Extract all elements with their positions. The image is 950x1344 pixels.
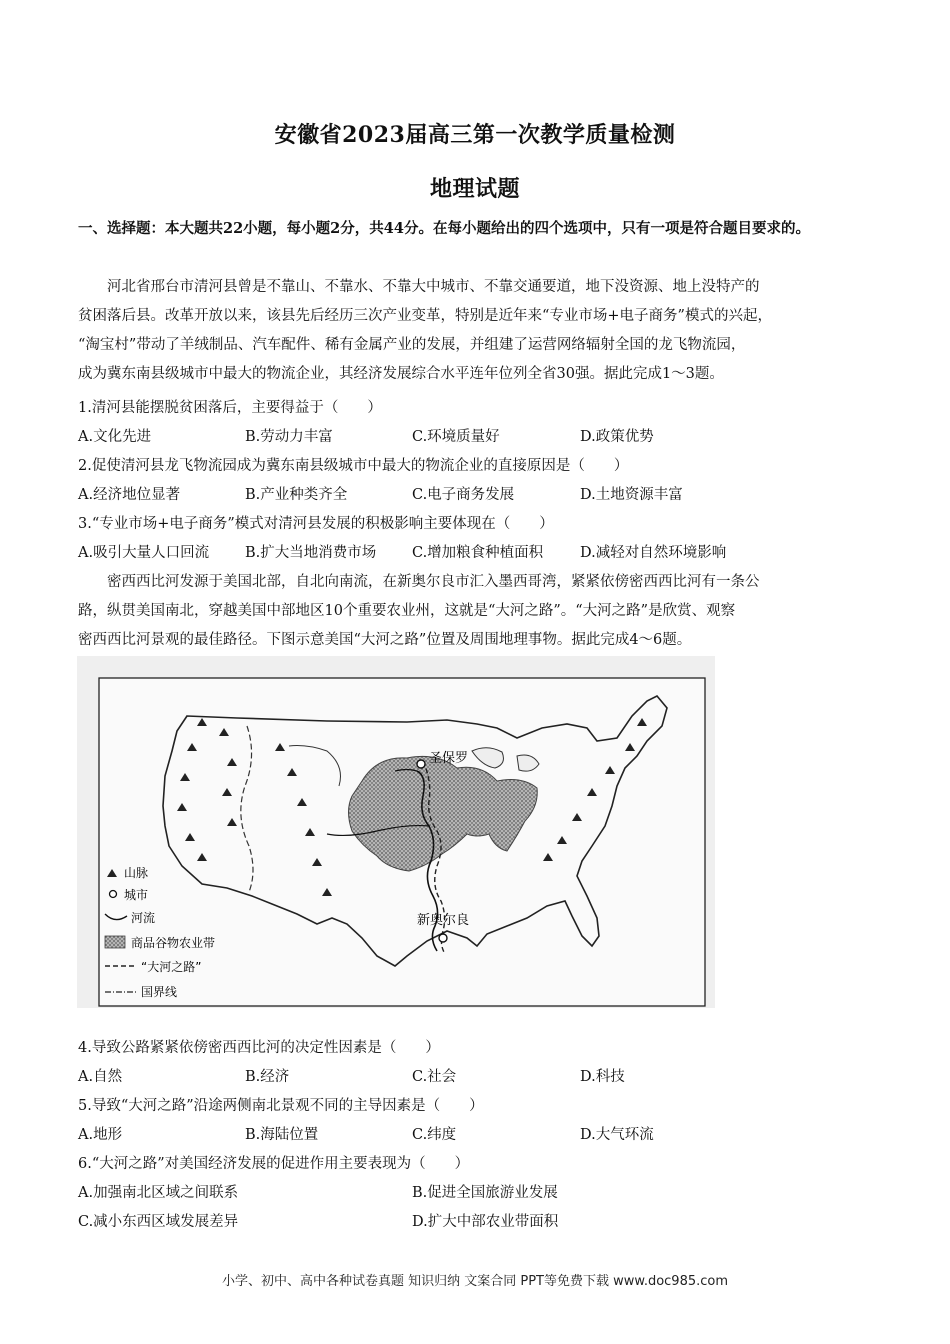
q6-option-d[interactable]: D.扩大中部农业带面积 [412,1214,559,1230]
section-heading: 一、选择题：本大题共22小题，每小题2分，共44分。在每小题给出的四个选项中，只有一项是符合题目要求的。 [78,220,810,237]
q2-option-c[interactable]: C.电子商务发展 [412,487,515,503]
q6-option-c[interactable]: C.减小东西区域发展差异 [78,1214,239,1230]
legend-border: 国界线 [141,985,178,999]
q2-option-d[interactable]: D.土地资源丰富 [580,487,683,503]
exam-subtitle: 地理试题 [429,176,520,202]
q1-option-b[interactable]: B.劳动力丰富 [245,429,333,445]
q4-option-d[interactable]: D.科技 [580,1069,625,1085]
legend-city: 城市 [124,888,149,902]
q5-option-c[interactable]: C.纬度 [412,1127,457,1143]
legend-grain-belt: 商品谷物农业带 [131,936,216,950]
legend-river: 河流 [131,911,156,925]
question-6-stem: 6.“大河之路”对美国经济发展的促进作用主要表现为（ ） [78,1156,470,1172]
q4-option-a[interactable]: A.自然 [78,1069,123,1085]
q2-option-a[interactable]: A.经济地位显著 [78,487,181,503]
legend-city-icon [110,891,117,898]
passage-line: 贫困落后县。改革开放以来，该县先后经历三次产业变革，特别是近年来“专业市场+电子商务”模式的兴起， [78,308,772,324]
question-5-stem: 5.导致“大河之路”沿途两侧南北景观不同的主导因素是（ ） [78,1098,484,1114]
passage-line: 成为冀东南县级城市中最大的物流企业，其经济发展综合水平连年位列全省30强。据此完成1～3题。 [78,366,724,382]
q1-option-d[interactable]: D.政策优势 [580,429,654,445]
q5-option-a[interactable]: A.地形 [78,1127,123,1143]
passage-line: “淘宝村”带动了羊绒制品、汽车配件、稀有金属产业的发展，并组建了运营网络辐射全国的龙飞物流园， [78,337,746,353]
q6-option-a[interactable]: A.加强南北区域之间联系 [78,1185,239,1201]
passage-line: 路，纵贯美国南北，穿越美国中部地区10个重要农业州，这就是“大河之路”。“大河之路”是欣赏、观察 [78,603,736,619]
question-1-stem: 1.清河县能摆脱贫困落后，主要得益于（ ） [78,400,382,416]
passage-line: 密西西比河景观的最佳路径。下图示意美国“大河之路”位置及周围地理事物。据此完成4～6题。 [78,632,692,648]
q5-option-b[interactable]: B.海陆位置 [245,1127,319,1143]
us-great-river-road-map [77,656,715,1008]
q4-option-c[interactable]: C.社会 [412,1069,457,1085]
q3-option-a[interactable]: A.吸引大量人口回流 [78,545,210,561]
q3-option-c[interactable]: C.增加粮食种植面积 [412,545,544,561]
legend-road: “大河之路” [141,960,202,974]
city-label-new-orleans: 新奥尔良 [417,913,470,928]
legend-grain-belt-icon [105,936,125,948]
page-footer: 小学、初中、高中各种试卷真题 知识归纳 文案合同 PPT等免费下载 www.doc985.com [221,1274,729,1289]
city-st-paul-marker [417,760,425,768]
q6-option-b[interactable]: B.促进全国旅游业发展 [412,1185,558,1201]
passage-line: 河北省邢台市清河县曾是不靠山、不靠水、不靠大中城市、不靠交通要道，地下没资源、地上没特产的 [107,279,760,295]
q3-option-b[interactable]: B.扩大当地消费市场 [245,545,377,561]
question-2-stem: 2.促使清河县龙飞物流园成为冀东南县级城市中最大的物流企业的直接原因是（ ） [78,458,629,474]
legend-mountains: 山脉 [124,866,149,880]
q1-option-c[interactable]: C.环境质量好 [412,429,500,445]
exam-title: 安徽省2023届高三第一次教学质量检测 [274,122,676,148]
passage-line: 密西西比河发源于美国北部，自北向南流，在新奥尔良市汇入墨西哥湾，紧紧依傍密西西比河有一条公 [107,574,760,590]
q5-option-d[interactable]: D.大气环流 [580,1127,654,1143]
question-3-stem: 3.“专业市场+电子商务”模式对清河县发展的积极影响主要体现在（ ） [78,516,554,532]
q4-option-b[interactable]: B.经济 [245,1069,290,1085]
q1-option-a[interactable]: A.文化先进 [78,429,152,445]
map-svg [77,656,715,1008]
question-4-stem: 4.导致公路紧紧依傍密西西比河的决定性因素是（ ） [78,1040,440,1056]
q2-option-b[interactable]: B.产业种类齐全 [245,487,348,503]
city-new-orleans-marker [439,934,447,942]
q3-option-d[interactable]: D.减轻对自然环境影响 [580,545,727,561]
city-label-st-paul: 圣保罗 [429,751,469,766]
